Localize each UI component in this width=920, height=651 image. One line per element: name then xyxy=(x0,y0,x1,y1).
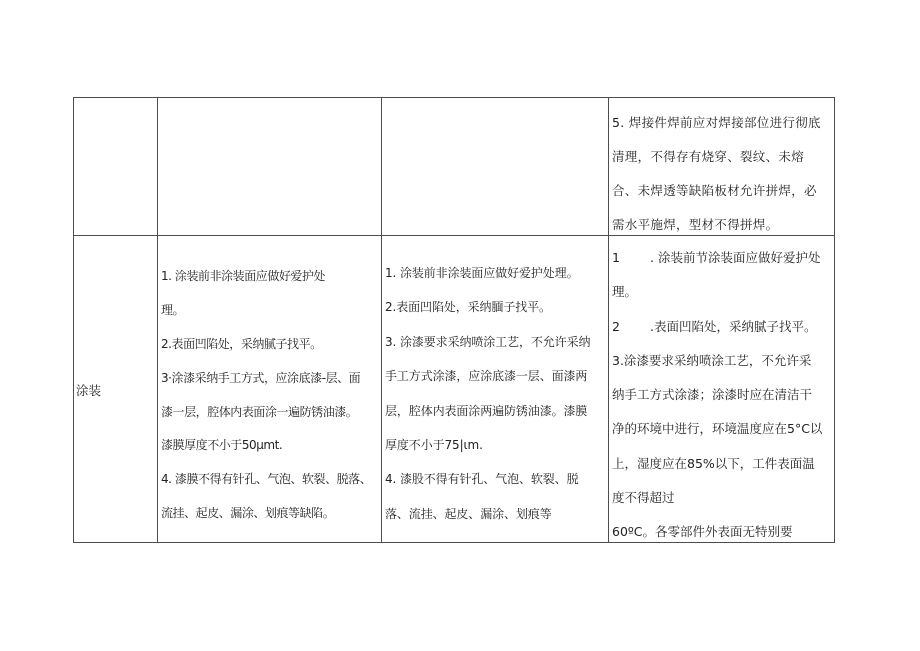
cell-text-line xyxy=(612,310,835,344)
cell-text-line: 合、未焊透等缺陷板材允许拼焊，必 xyxy=(612,183,817,198)
cell-text-line: 理。 xyxy=(161,302,185,317)
table-cell-r1c3 xyxy=(382,98,609,236)
cell-text-line: 3.涂漆要求采纳喷涂工艺，不允许采 xyxy=(612,352,812,368)
list-number: 2 xyxy=(612,318,620,334)
cell-text-line: 漆一层，腔体内表面涂一遍防锈油漆。 xyxy=(161,404,358,419)
cell-text-line: 层，腔体内表面涂两遍防锈油漆。漆膜 xyxy=(385,403,588,418)
cell-text-line xyxy=(612,241,835,275)
cell-text-line: 1. 涂装前非涂装面应做好爱护处 xyxy=(161,269,326,283)
cell-text-line: 清理，不得存有烧穿、裂纹、未熔 xyxy=(612,149,805,164)
cell-text-line: 需水平施焊，型材不得拼焊。 xyxy=(612,217,779,232)
cell-text-line: 落、流挂、起皮、漏涂、划痕等 xyxy=(385,506,552,521)
cell-text-line: 1. 涂装前非涂装面应做好爱护处理。 xyxy=(385,266,579,280)
table-cell-r2c2 xyxy=(158,236,382,543)
cell-text-line: 4. 漆膜不得有针孔、气泡、软裂、脱落、 xyxy=(161,472,372,487)
cell-text-line: 2.表面凹陷处，采纳腻子找平。 xyxy=(161,336,322,351)
cell-text-line: 3. 涂漆要求采纳喷涂工艺，不允许采纳 xyxy=(385,334,591,349)
cell-text-line: 上，湿度应在85%以下，工件表面温 xyxy=(612,455,815,471)
table-cell-r1c4 xyxy=(609,98,835,236)
cell-text-line: 厚度不小于75|ιm. xyxy=(385,437,483,452)
cell-text-line: 度不得超过 xyxy=(612,489,675,505)
row-heading: 涂装 xyxy=(76,382,102,398)
cell-text-line: 2.表面凹陷处，采纳腼子找平。 xyxy=(385,300,551,315)
table-cell-r2c4 xyxy=(609,236,835,543)
cell-text-line: 4. 漆股不得有针孔、气泡、软裂、脱 xyxy=(385,472,579,487)
table-cell-r2c1 xyxy=(74,236,158,543)
spec-table xyxy=(73,97,835,543)
list-text: . 涂装前节涂装面应做好爱护处 xyxy=(650,250,821,265)
table-cell-r1c2 xyxy=(158,98,382,236)
cell-text-line: 流挂、起皮、漏涂、划痕等缺陷。 xyxy=(161,506,335,521)
list-number: 1 xyxy=(612,250,620,265)
cell-text-line: 3·涂漆采纳手工方式，应涂底漆-层、面 xyxy=(161,370,361,385)
cell-text-line: 漆膜厚度不小于50μmt. xyxy=(161,438,283,453)
cell-text-line: 净的环境中进行，环境温度应在5°C以 xyxy=(612,421,823,437)
cell-text-line: 手工方式涂漆，应涂底漆一层、面漆两 xyxy=(385,369,588,384)
cell-text-line: 理。 xyxy=(612,284,638,300)
table-cell-r2c3 xyxy=(382,236,609,543)
list-text: .表面凹陷处，采纳腻子找平。 xyxy=(650,318,817,334)
cell-text-line: 60ºC。各零部件外表面无特别要 xyxy=(612,524,793,539)
cell-text-line: 纳手工方式涂漆；涂漆时应在清洁干 xyxy=(612,387,813,402)
cell-text-line: 5. 焊接件焊前应对焊接部位进行彻底 xyxy=(612,115,821,130)
table-cell-r1c1 xyxy=(74,98,158,236)
